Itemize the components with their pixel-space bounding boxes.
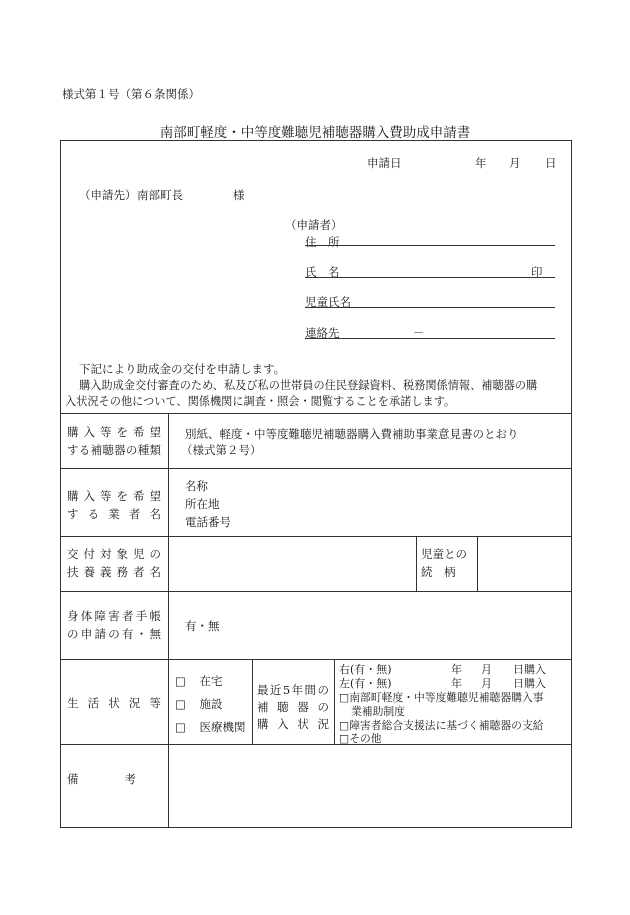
form-number: 様式第１号（第６条関係） — [62, 87, 200, 101]
child-name-label: 児童氏名 — [305, 295, 351, 309]
date-year: 年 — [475, 156, 487, 170]
date-label: 申請日 — [367, 156, 402, 170]
checkbox-icon[interactable]: □ — [175, 697, 186, 711]
name-field[interactable] — [305, 277, 555, 278]
contact-dash: － — [413, 326, 425, 340]
purchase-history-label-line-3: 購入状況 — [257, 717, 329, 731]
remarks-field[interactable] — [169, 745, 570, 827]
addressee-name: 南部町長 — [137, 188, 183, 202]
vendor-label-line-2: する業者名 — [67, 507, 161, 521]
table-rule — [61, 413, 571, 414]
device-type-value-line-1: 別紙、軽度・中等度難聴児補聴器購入費補助事業意見書のとおり — [185, 427, 519, 441]
right-ear-label[interactable]: 右(有・無) — [339, 663, 392, 676]
left-ear-month: 月 — [481, 677, 492, 690]
left-ear-year: 年 — [451, 677, 462, 690]
device-type-value-line-2: （様式第２号） — [181, 443, 262, 457]
purchase-history-label-line-2: 補聴器の — [257, 700, 329, 714]
page-title: 南部町軽度・中等度難聴児補聴器購入費助成申請書 — [159, 125, 471, 141]
guardian-name-field[interactable] — [169, 537, 415, 590]
table-column-rule — [334, 659, 335, 744]
date-day: 日 — [545, 156, 557, 170]
vendor-label — [67, 488, 161, 522]
living-option-label: 医療機関 — [199, 720, 246, 734]
living-option-label: 施設 — [199, 697, 223, 711]
relation-field[interactable] — [478, 537, 570, 590]
checkbox-icon[interactable]: □ — [175, 674, 186, 688]
living-status-label-text: 生活状況等 — [67, 696, 161, 710]
vendor-label-line-1: 購入等を希望 — [67, 489, 161, 503]
guardian-label — [67, 546, 161, 580]
remarks-label: 備 考 — [67, 772, 136, 786]
right-ear-purchased: 日購入 — [513, 663, 546, 676]
living-status-label — [67, 695, 161, 711]
right-ear-year: 年 — [451, 663, 462, 676]
date-month: 月 — [509, 156, 521, 170]
relation-label-line-1: 児童との — [421, 547, 467, 561]
option-nanbu-program[interactable]: □南部町軽度・中等度難聴児補聴器購入事 — [339, 691, 544, 704]
addressee-prefix: （申請先） — [79, 188, 137, 202]
statement-line-2: 購入助成金交付審査のため、私及び私の世帯員の住民登録資料、税務関係情報、補聴器の購 — [79, 379, 538, 392]
vendor-location-label: 所在地 — [185, 497, 220, 511]
living-option-label: 在宅 — [199, 674, 223, 688]
table-rule — [61, 468, 571, 469]
seal-mark: 印 — [531, 265, 543, 279]
relation-label — [421, 546, 471, 580]
vendor-phone-label: 電話番号 — [185, 515, 231, 529]
guardian-label-line-2: 扶養義務者名 — [67, 565, 161, 579]
left-ear-label[interactable]: 左(有・無) — [339, 677, 392, 690]
device-type-label-line-2: する補聴器の種類 — [67, 443, 161, 457]
addressee-honorific: 様 — [233, 188, 245, 202]
option-nanbu-program-cont: 業補助制度 — [351, 705, 405, 718]
table-rule — [61, 659, 571, 660]
applicant-heading: （申請者） — [285, 218, 343, 232]
table-rule — [61, 591, 571, 592]
relation-label-line-2: 続 柄 — [421, 565, 456, 579]
disability-value[interactable]: 有・無 — [185, 619, 220, 633]
address-field[interactable] — [305, 245, 555, 246]
device-type-label — [67, 424, 161, 458]
contact-label: 連絡先 — [305, 326, 340, 340]
disability-label — [67, 608, 161, 642]
table-column-rule — [252, 659, 253, 744]
guardian-label-line-1: 交付対象児の — [67, 547, 161, 561]
child-name-field[interactable] — [305, 307, 555, 308]
disability-label-line-1: 身体障害者手帳 — [67, 609, 161, 623]
living-option-facility[interactable] — [175, 696, 223, 712]
table-column-rule — [416, 536, 417, 591]
vendor-name-label: 名称 — [185, 479, 208, 493]
right-ear-month: 月 — [481, 663, 492, 676]
living-option-home[interactable] — [175, 673, 223, 689]
purchase-history-label — [257, 682, 329, 732]
option-support-act[interactable]: □障害者総合支援法に基づく補聴器の支給 — [339, 719, 544, 732]
statement-line-1: 下記により助成金の交付を申請します。 — [79, 362, 286, 376]
statement-line-3: 入状況その他について、関係機関に調査・照会・閲覧することを承諾します。 — [65, 395, 456, 408]
purchase-history-label-line-1: 最近5年間の — [257, 683, 329, 697]
address-label: 住 所 — [305, 235, 340, 249]
left-ear-purchased: 日購入 — [513, 677, 546, 690]
device-type-label-line-1: 購入等を希望 — [67, 425, 161, 439]
name-label: 氏 名 — [305, 265, 340, 279]
checkbox-icon[interactable]: □ — [175, 720, 186, 734]
contact-field[interactable] — [305, 338, 555, 339]
option-other[interactable]: □その他 — [339, 732, 382, 745]
living-option-medical[interactable] — [175, 719, 246, 735]
disability-label-line-2: の申請の有・無 — [67, 627, 161, 641]
application-form — [60, 140, 572, 828]
